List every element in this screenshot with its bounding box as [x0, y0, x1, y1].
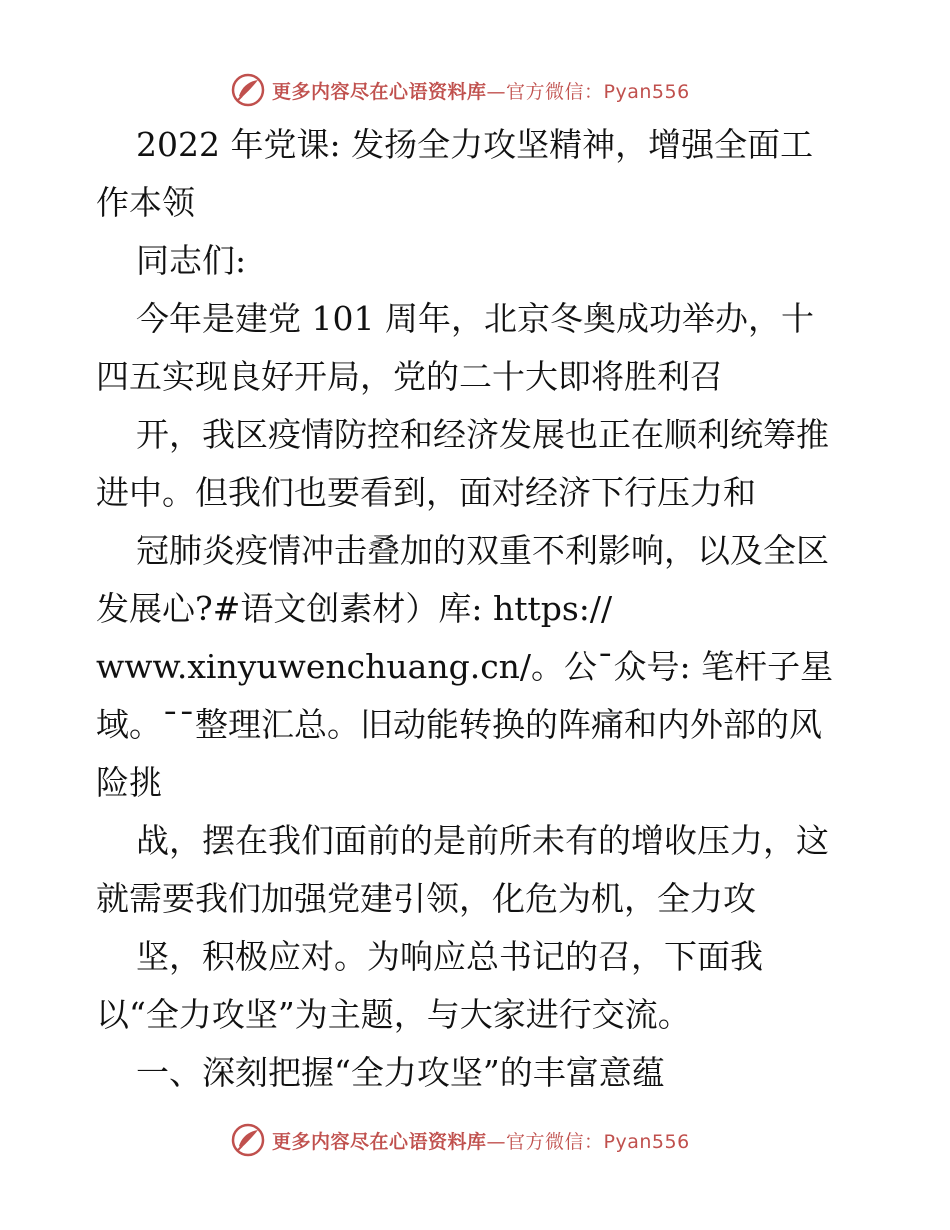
text-line: 险挑	[96, 763, 162, 802]
pen-logo-icon	[230, 1122, 266, 1158]
text-line: 进中。但我们也要看到，面对经济下行压力和	[96, 473, 756, 512]
text-line: www.xinyuwenchuang.cn/。公¯众号: 笔杆子星	[96, 647, 834, 686]
banner-wechat: 官方微信：Pyan556	[506, 80, 690, 103]
text-line: 开，我区疫情防控和经济发展也正在顺利统筹推	[136, 415, 829, 454]
banner-brand: 更多内容尽在心语资料库	[272, 1130, 487, 1153]
text-line: 2022 年党课: 发扬全力攻坚精神，增强全面工	[136, 125, 814, 164]
footer-banner	[230, 1122, 690, 1158]
banner-separator: —	[486, 80, 507, 103]
text-line: 今年是建党 101 周年，北京冬奥成功举办，十	[136, 299, 814, 338]
text-line: 战，摆在我们面前的是前所未有的增收压力，这	[136, 821, 829, 860]
text-line: 同志们:	[136, 241, 247, 280]
banner-separator: —	[486, 1130, 507, 1153]
text-line: 就需要我们加强党建引领，化危为机，全力攻	[96, 879, 756, 918]
banner-text	[272, 1127, 690, 1154]
banner-brand: 更多内容尽在心语资料库	[272, 80, 487, 103]
text-line: 冠肺炎疫情冲击叠加的双重不利影响，以及全区	[136, 531, 829, 570]
text-line: 一、深刻把握“全力攻坚”的丰富意蕴	[136, 1053, 665, 1092]
banner-text	[272, 77, 690, 104]
text-line: 发展心?#语文创素材）库: https://	[96, 589, 613, 628]
banner-wechat: 官方微信：Pyan556	[506, 1130, 690, 1153]
text-line: 四五实现良好开局，党的二十大即将胜利召	[96, 357, 723, 396]
text-line: 以“全力攻坚”为主题，与大家进行交流。	[96, 995, 691, 1034]
document-body	[96, 116, 856, 1102]
header-banner	[230, 72, 690, 108]
text-line: 坚，积极应对。为响应总书记的召，下面我	[136, 937, 763, 976]
text-line: 作本领	[96, 183, 195, 222]
pen-logo-icon	[230, 72, 266, 108]
text-line: 域。¯¯整理汇总。旧动能转换的阵痛和内外部的风	[96, 705, 822, 744]
